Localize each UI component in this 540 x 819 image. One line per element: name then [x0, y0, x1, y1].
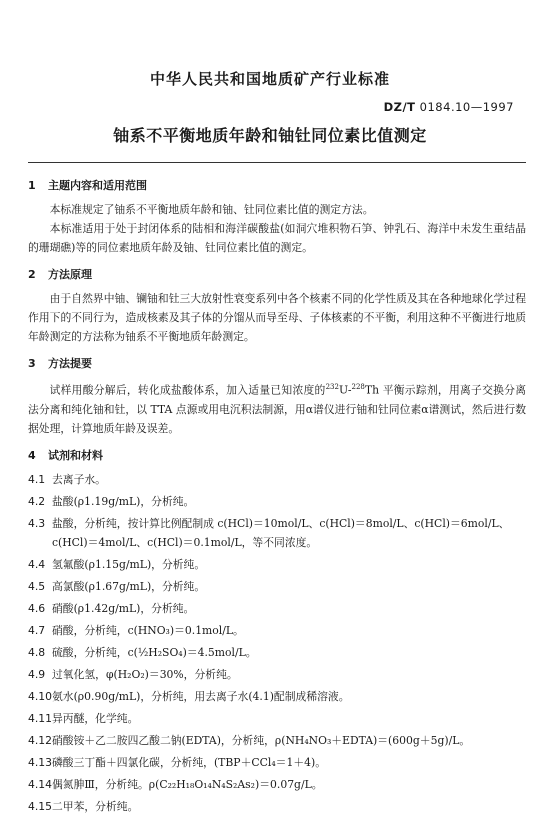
item-number: 4.3	[28, 516, 46, 530]
item-text: 硫酸，分析纯，c(½H₂SO₄)＝4.5mol/L。	[52, 645, 257, 659]
standard-code-number: 0184.10—1997	[419, 100, 514, 114]
standard-code	[384, 100, 514, 114]
item-text: 二甲苯，分析纯。	[52, 799, 139, 813]
item-text: 氨水(ρ0.90g/mL)，分析纯，用去离子水(4.1)配制成稀溶液。	[52, 689, 350, 703]
item-number: 4.6	[28, 601, 46, 615]
superscript: 228	[351, 383, 365, 391]
item-number: 4.1	[28, 472, 46, 486]
paragraph-text: 试样用酸分解后，转化成盐酸体系，加入适量已知浓度的	[49, 383, 326, 397]
section-title: 主题内容和适用范围	[48, 179, 147, 192]
list-item	[28, 555, 526, 574]
item-text: 异丙醚，化学纯。	[52, 711, 139, 725]
section-heading	[28, 265, 526, 284]
list-item	[28, 577, 526, 596]
section-heading	[28, 176, 526, 195]
section-title: 试剂和材料	[48, 448, 103, 462]
paragraph: 本标准规定了铀系不平衡地质年龄和铀、钍同位素比值的测定方法。	[49, 203, 374, 216]
list-item	[28, 514, 526, 552]
item-text: 磷酸三丁酯＋四氯化碳，分析纯，(TBP＋CCl₄＝1＋4)。	[52, 755, 327, 769]
document-title: 铀系不平衡地质年龄和铀钍同位素比值测定	[113, 126, 427, 145]
list-item	[28, 797, 526, 816]
item-text: 高氯酸(ρ1.67g/mL)，分析纯。	[52, 579, 206, 593]
item-text: 偶氮胂Ⅲ，分析纯。ρ(C₂₂H₁₈O₁₄N₄S₂As₂)＝0.07g/L。	[52, 777, 323, 791]
item-text: 硝酸铵＋乙二胺四乙酸二钠(EDTA)，分析纯，ρ(NH₄NO₃＋EDTA)＝(600g＋5g)/L。	[52, 733, 471, 747]
item-text: 去离子水。	[52, 472, 106, 486]
item-text: 硝酸(ρ1.42g/mL)，分析纯。	[52, 601, 195, 615]
section-number: 2	[28, 268, 36, 281]
list-item	[28, 643, 526, 662]
section-title: 方法原理	[48, 268, 92, 281]
list-item	[28, 731, 526, 750]
section-number: 4	[28, 448, 36, 462]
list-item	[28, 492, 526, 511]
item-number: 4.11	[28, 711, 53, 725]
list-item	[28, 665, 526, 684]
item-number: 4.7	[28, 623, 46, 637]
standard-title: 中华人民共和国地质矿产行业标准	[149, 70, 390, 88]
item-number: 4.10	[28, 689, 53, 703]
item-text: 硝酸，分析纯，c(HNO₃)＝0.1mol/L。	[52, 623, 244, 637]
paragraph-text: U-	[338, 383, 352, 397]
reagent-list	[28, 470, 526, 816]
item-number: 4.8	[28, 645, 46, 659]
item-text: 氢氟酸(ρ1.15g/mL)，分析纯。	[52, 557, 206, 571]
list-item	[28, 753, 526, 772]
section-number: 1	[28, 179, 36, 192]
list-item	[28, 621, 526, 640]
paragraph: 本标准适用于处于封闭体系的陆相和海洋碳酸盐(如洞穴堆积物石笋、钟乳石、海洋中未发生重结晶的珊瑚礁)等的同位素地质年龄及铀、钍同位素比值的测定。	[28, 222, 526, 254]
section-title: 方法提要	[48, 357, 92, 370]
paragraph: 由于自然界中铀、镧铀和钍三大放射性衰变系列中各个核素不同的化学性质及其在各种地球化学过程作用下的不同行为，造成核素及其子体的分馏从而导至母、子体核素的不平衡，利用这种不平衡进行地质年龄测定的方法称为铀系不平衡地质年龄测定。	[28, 292, 526, 343]
list-item	[28, 599, 526, 618]
list-item	[28, 687, 526, 706]
list-item	[28, 470, 526, 489]
item-text: 盐酸(ρ1.19g/mL)，分析纯。	[52, 494, 195, 508]
standard-code-prefix: DZ/T	[383, 100, 416, 114]
superscript: 232	[325, 383, 339, 391]
document-body	[28, 176, 526, 819]
item-number: 4.4	[28, 557, 46, 571]
item-number: 4.2	[28, 494, 46, 508]
list-item	[28, 709, 526, 728]
item-text: 过氧化氢，φ(H₂O₂)＝30%，分析纯。	[52, 667, 238, 681]
section-heading	[28, 354, 526, 373]
item-number: 4.12	[28, 733, 53, 747]
header-divider	[28, 162, 526, 163]
list-item	[28, 775, 526, 794]
paragraph	[28, 378, 526, 438]
item-number: 4.15	[28, 799, 53, 813]
section-heading	[28, 446, 526, 465]
item-number: 4.14	[28, 777, 53, 791]
section-number: 3	[28, 357, 36, 370]
item-number: 4.9	[28, 667, 46, 681]
item-number: 4.13	[28, 755, 53, 769]
item-number: 4.5	[28, 579, 46, 593]
paragraph-text: Th 平衡示踪剂，用离子交换分离法分离和纯化铀和钍，以 TTA 点源或用电沉积法制源，用α谱仪进行铀和钍同位素α谱测试，然后进行数据处理，计算地质年龄及误差。	[28, 383, 526, 435]
item-text: 盐酸，分析纯，按计算比例配制成 c(HCl)＝10mol/L、c(HCl)＝8mol/L、c(HCl)＝6mol/L、c(HCl)＝4mol/L、c(HCl)＝0.1mol/L，等不同浓度。	[52, 516, 510, 549]
